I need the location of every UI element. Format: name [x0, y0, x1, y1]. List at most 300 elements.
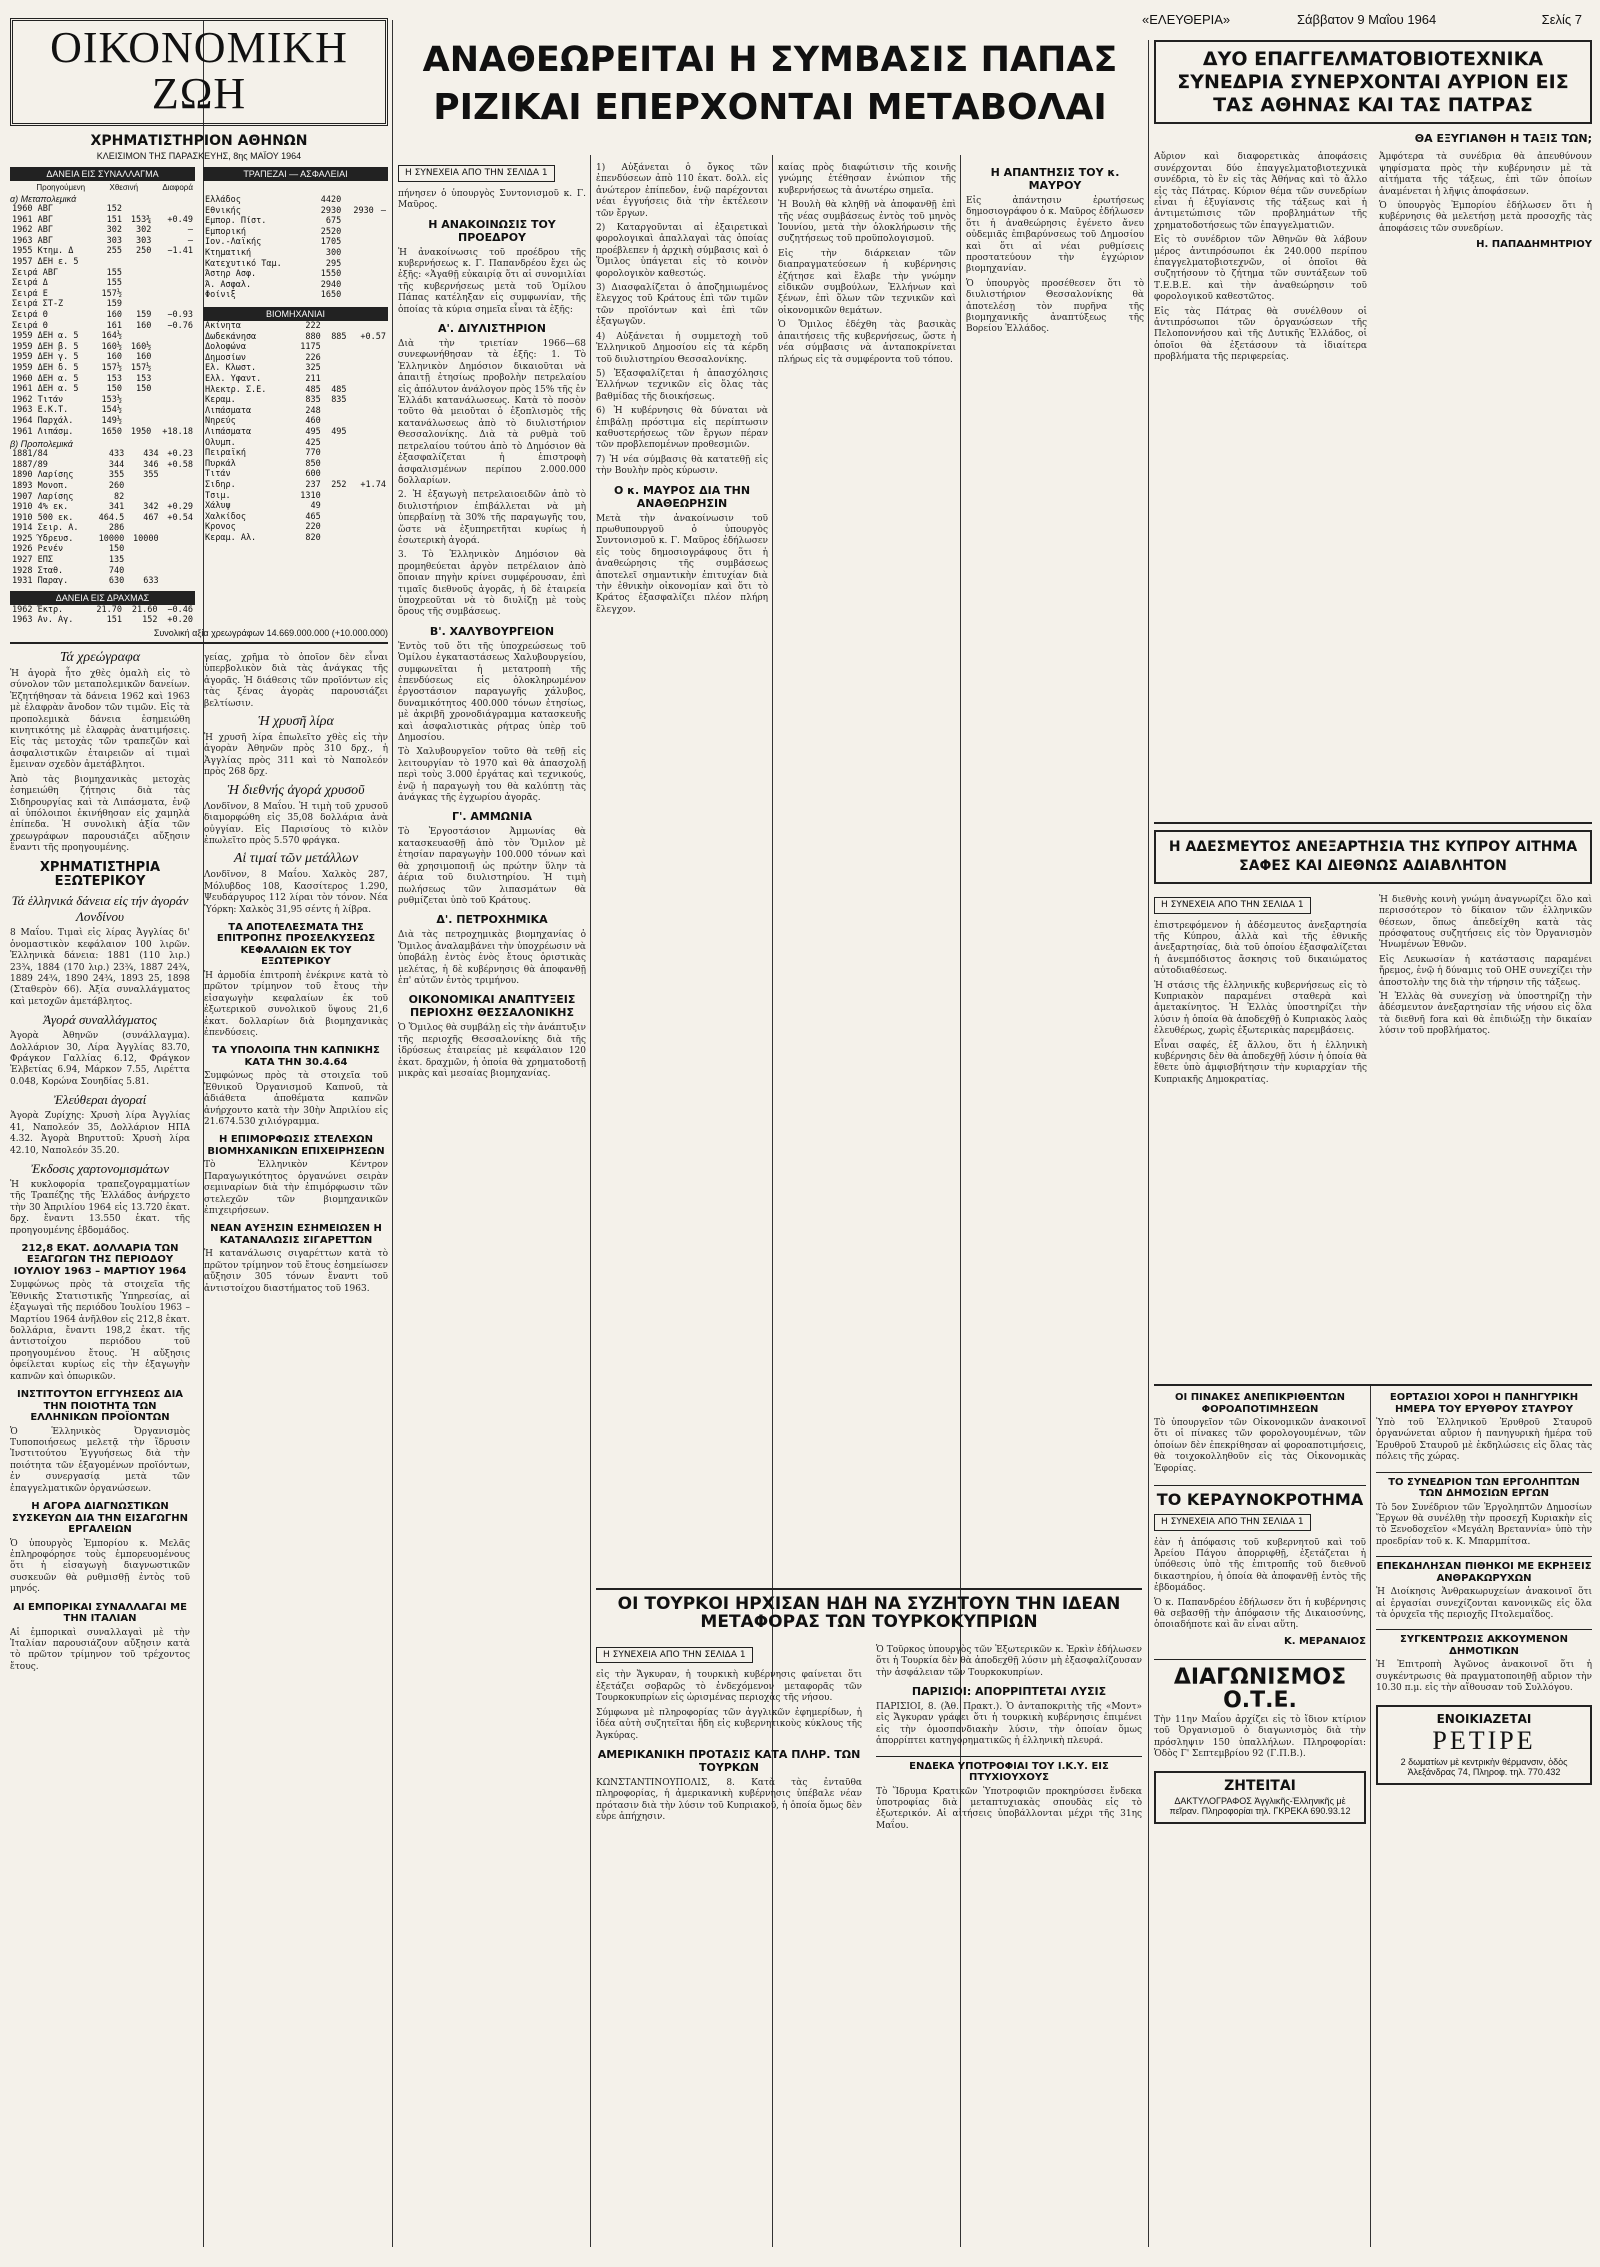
quote-value	[161, 534, 195, 545]
quote-value	[161, 523, 195, 534]
quote-name: Ακίνητα	[205, 321, 241, 331]
lead-headline-line-1: ΑΝΑΘΕΩΡΕΙΤΑΙ Η ΣΥΜΒΑΣΙΣ ΠΑΠΑΣ	[422, 42, 1118, 80]
quote-value	[153, 289, 195, 300]
turks-subhead: ΑΜΕΡΙΚΑΝΙΚΗ ΠΡΟΤΑΣΙΣ ΚΑΤΑ ΠΛΗΡ. ΤΩΝ ΤΟΥΡΚΩΝ	[597, 1747, 861, 1774]
diagnostic-market-text: Ὁ ὑπουργὸς Ἐμπορίου κ. Μελᾶς ἐπληροφόρησε τοὺς ἐμπορευομένους ὅτι ἡ εἰσαγωγὴ διαγνωστικῶν συσκευῶν θὰ ρυθμισθῇ ἐντὸς τοῦ μηνός.	[10, 1538, 190, 1595]
quote-row	[10, 470, 195, 481]
right-lower-right	[1376, 1392, 1592, 2258]
turks-paragraph: Ὁ Τοῦρκος ὑπουργὸς τῶν Ἐξωτερικῶν κ. Ἐρκὶν ἐδήλωσεν ὅτι ἡ Τουρκία δὲν θὰ ἀποδεχθῇ λύσιν μὴ ἐξασφαλίζουσαν τὴν ἀσφάλειαν τῶν Τουρκοκυπρίων.	[876, 1644, 1142, 1678]
quote-value: 151	[106, 615, 122, 626]
rent-ad-headline: ΡΕΤΙΡΕ	[1432, 1726, 1536, 1756]
quote-value: 630	[108, 576, 125, 587]
column-divider	[1148, 40, 1149, 2247]
quote-value	[153, 374, 195, 385]
quote-value: 820	[305, 532, 321, 543]
quote-value: 160	[106, 310, 122, 320]
intl-gold-text: Λονδῖνον, 8 Μαΐου. Ἡ τιμὴ τοῦ χρυσοῦ διαμορφώθη εἰς 35,08 δολλάρια ἀνὰ οὐγγίαν. Εἰς Παρισίους τὸ κιλὸν ἐπωλεῖτο πρὸς 5.570 φράγκα.	[204, 801, 388, 846]
cyprus-paragraph: Εἶναι σαφές, ἐξ ἄλλου, ὅτι ἡ ἑλληνικὴ κυβέρνησις δὲν θὰ ἀποδεχθῇ λύσιν ἡ ὁποία θὰ ἔθετε ὑπὸ ἀμφισβήτησιν τὴν κυριαρχίαν τῆς Κυπριακῆς Δημοκρατίας.	[1154, 1040, 1367, 1085]
quote-value	[124, 299, 153, 310]
lead-column-3	[778, 160, 956, 1580]
quote-name: 1959 ΔΕΗ δ. 5	[12, 362, 79, 373]
quote-value: 152	[106, 204, 122, 215]
quote-value: −0.93	[167, 310, 193, 320]
loans-header: ΔΑΝΕΙΑ ΕΙΣ ΣΥΝΑΛΛΑΓΜΑ	[10, 167, 195, 181]
lead-paragraph: Ὁ Ὅμιλος θὰ συμβάλῃ εἰς τὴν ἀνάπτυξιν τῆς περιοχῆς Θεσσαλονίκης διὰ τῆς ἱδρύσεως ἑταιρείας μὲ κεφάλαιον 120 ἑκατ. δραχμῶν, ἡ ὁποία θὰ χρηματοδοτῇ μικρὰς καὶ μεσαίας βιομηχανίας.	[398, 1023, 586, 1079]
quote-row	[10, 405, 195, 416]
quote-value	[349, 416, 388, 427]
quote-value: 82	[114, 491, 125, 502]
quote-value: 286	[108, 523, 125, 534]
lead-paragraph: Εἰς τὴν διάρκειαν τῶν διαπραγματεύσεων ἡ κυβέρνησις ἐζήτησε καὶ ἔλαβε τὴν γνώμην εἰδικῶν συμβούλων, Ἑλλήνων καὶ ξένων, ἐπὶ ὅλων τῶν τεχνικῶν καὶ οἰκονομικῶν θεμάτων.	[778, 248, 956, 316]
finance-section	[10, 18, 388, 2258]
quote-value	[323, 353, 349, 364]
section-divider	[1154, 822, 1592, 824]
quote-row	[203, 342, 388, 353]
quote-value	[349, 438, 388, 449]
quote-value	[323, 406, 349, 417]
quote-value	[323, 459, 349, 470]
quote-value	[343, 227, 376, 238]
quote-value	[349, 363, 388, 374]
quote-row	[10, 523, 195, 534]
cyprus-paragraph: Ἡ στάσις τῆς ἑλληνικῆς κυβερνήσεως εἰς τὸ Κυπριακὸν παραμένει σταθερὰ καὶ ἀμετακίνητος. Ἡ Ἑλλὰς ὑποστηρίζει τὴν λύσιν ἡ ὁποία θὰ ἀποδεχθῇ ὁ Κυπριακὸς λαὸς ἐλευθέρως, χωρὶς ἐξωτερικὰς παρεμβάσεις.	[1154, 980, 1367, 1037]
lead-paragraph: Διὰ τὰς πετροχημικὰς βιομηχανίας ὁ Ὅμιλος ἀναλαμβάνει τὴν ὑποχρέωσιν νὰ ὑποβάλῃ ἐντὸς ἑνὸς ἔτους ὁριστικὰς μελέτας, ἡ δὲ κυβέρνησις θὰ ἀποφανθῇ ἐπ' αὐτῶν ἐντὸς τριμήνου.	[398, 930, 586, 986]
quote-value: 211	[305, 373, 321, 384]
quote-name: 1928 Σταθ.	[12, 565, 64, 576]
quote-value: 157½	[130, 362, 152, 373]
lead-paragraph: Ἐντὸς τοῦ ὅτι τῆς ὑποχρεώσεως τοῦ Ὁμίλου ἐγκαταστάσεως Χαλυβουργείου, συμφωνεῖται ἡ μετατροπὴ τῆς ἐπενδύσεως εἰς ὁλοκληρωμένον ἐργοστάσιον παραγωγῆς χάλυβος, δυναμικότητος 400.000 τόνων ἐτησίως, μὲ ἀκριβῆ χρονοδιάγραμμα κατασκευῆς καὶ ἀσφαλιστικὰς ρήτρας ὑπὲρ τοῦ Δημοσίου.	[398, 641, 586, 744]
quote-name: 1926 Ρενέν	[12, 544, 64, 555]
cyprus-paragraph: Εἰς Λευκωσίαν ἡ κατάστασις παραμένει ἤρεμος, ἐνῷ ἡ δύναμις τοῦ ΟΗΕ συνεχίζει τὴν ἀποστολὴν της διὰ τὴν τήρησιν τῆς τάξεως.	[1379, 954, 1592, 988]
column-divider	[392, 20, 393, 2247]
rally-text: Ἡ Ἐπιτροπὴ Ἀγῶνος ἀνακοινοῖ ὅτι ἡ συγκέντρωσις θὰ πραγματοποιηθῇ αὔριον τὴν 10.30 π.μ. εἰς τὴν αἴθουσαν τοῦ Συλλόγου.	[1376, 1660, 1592, 1694]
quote-row	[203, 416, 388, 427]
quote-name: 1931 Παραγ.	[12, 576, 69, 587]
lead-subhead: Α'. ΔΙΥΛΙΣΤΗΡΙΟΝ	[437, 322, 546, 336]
quote-name: Κρονος	[205, 522, 236, 533]
quote-row	[203, 448, 388, 459]
quote-value	[376, 269, 388, 280]
quote-row	[10, 502, 195, 513]
quote-value: 835	[305, 395, 321, 406]
quote-value	[323, 374, 349, 385]
quote-value: 835	[331, 395, 347, 406]
exchange-subtitle: ΚΛΕΙΣΙΜΟΝ ΤΗΣ ΠΑΡΑΣΚΕΥΗΣ, 8ης ΜΑΪΟΥ 1964	[96, 151, 302, 162]
quote-name: Δωδεκάνησα	[205, 331, 257, 342]
quote-value: 160½	[130, 341, 152, 352]
quote-name: 1925 Ύδρευσ.	[12, 533, 74, 544]
quote-value: 433	[108, 449, 125, 460]
quote-name: 1959 ΔΕΗ γ. 5	[12, 352, 79, 363]
quote-value: 161	[106, 320, 122, 331]
quote-row	[203, 248, 388, 259]
lead-headline-line-2: ΡΙΖΙΚΑΙ ΕΠΕΡΧΟΝΤΑΙ ΜΕΤΑΒΟΛΑΙ	[433, 86, 1107, 128]
turks-article	[596, 1594, 1142, 2254]
quote-row	[203, 501, 388, 512]
quote-value: 1705	[320, 237, 342, 248]
quote-value	[153, 416, 195, 427]
quote-row	[10, 352, 195, 363]
quote-value: 10000	[133, 533, 159, 544]
quote-name: Χαλκίδος	[205, 511, 246, 522]
quote-value	[323, 522, 349, 533]
quote-name: Ηλεκτρ. Σ.Ε.	[205, 384, 267, 395]
quote-name: 1914 Σειρ. Α.	[12, 523, 79, 534]
quote-value	[349, 448, 388, 459]
rent-ad-title: ΕΝΟΙΚΙΑΖΕΤΑΙ	[1436, 1711, 1532, 1726]
quote-value: 21.70	[96, 604, 122, 615]
quote-row	[10, 342, 195, 353]
quote-name: 1959 ΔΕΗ β. 5	[12, 341, 79, 352]
quote-value	[323, 512, 349, 523]
market-text: γείας, χρῆμα τὸ ὁποῖον δὲν εἶναι ὑπερβολικὸν διὰ τὰς ἀνάγκας τῆς ἀγορᾶς. Ἡ διάθεσις τῶν προϊόντων εἰς τὰς ξένας ἀγορὰς παρουσιάζει βελτίωσιν.	[204, 653, 388, 709]
quote-value	[153, 342, 195, 353]
issue-date: Σάββατον 9 Μαΐου 1964	[1297, 12, 1437, 27]
quote-value	[124, 257, 153, 268]
mines-text: Ἡ Διοίκησις Ἀνθρακωρυχείων ἀνακοινοῖ ὅτι αἱ ἐργασίαι συνεχίζονται κανονικῶς εἰς ὅλα τὰ ὀρυχεῖα τῆς περιοχῆς Πτολεμαΐδος.	[1376, 1587, 1592, 1621]
metals-text: Λονδῖνον, 8 Μαΐου. Χαλκὸς 287, Μόλυβδος 108, Κασσίτερος 1.290, Ψευδάργυρος 112 λίραι τὸν τόνον. Νέα Ὑόρκη: Χαλκὸς 31,95 σέντς ἡ λίβρα.	[204, 870, 388, 915]
quote-value: 495	[331, 426, 347, 437]
quote-value: 633	[143, 576, 159, 587]
scholarships-text: Τὸ Ἵδρυμα Κρατικῶν Ὑποτροφιῶν προκηρύσσει ἕνδεκα ὑποτροφίας διὰ μεταπτυχιακὰς σπουδὰς εἰς τὸ ἐξωτερικόν. Αἱ αἰτήσεις ὑποβάλλονται μέχρι τῆς 31ης Μαΐου.	[876, 1786, 1142, 1831]
quote-value: 160	[106, 352, 122, 363]
quote-row	[10, 204, 195, 215]
quote-value	[153, 384, 195, 395]
quote-value: 2520	[320, 226, 342, 237]
quote-name: Λιπάσματα	[205, 426, 252, 437]
quote-value: 250	[135, 246, 152, 257]
quote-name: Κτηματική	[205, 248, 252, 259]
quote-value	[161, 576, 195, 587]
quote-value: 1310	[300, 490, 321, 501]
turks-headline: ΟΙ ΤΟΥΡΚΟΙ ΗΡΧΙΣΑΝ ΗΔΗ ΝΑ ΣΥΖΗΤΟΥΝ ΤΗΝ ΙΔΕΑΝ ΜΕΤΑΦΟΡΑΣ ΤΩΝ ΤΟΥΡΚΟΚΥΠΡΙΩΝ	[617, 1594, 1121, 1632]
side-article	[1154, 40, 1592, 820]
quote-value	[343, 259, 376, 270]
lead-paragraph: Ἡ ἀνακοίνωσις τοῦ προέδρου τῆς κυβερνήσεως κ. Γ. Παπανδρέου ἔχει ὡς ἑξῆς: «Ἀγαθῇ εὐκαιρίᾳ ὅτι αἱ συνομιλίαι τῆς κυβερνήσεως μετὰ τοῦ Ὁμίλου Πάπας κατέληξαν εἰς συμφωνίαν, τῆς ὁποίας τὰ κύρια σημεῖα εἶναι τὰ ἑξῆς:	[398, 247, 586, 315]
quote-name: Εθνικής	[205, 205, 241, 216]
institute-title: ΙΝΣΤΙΤΟΥΤΟΝ ΕΓΓΥΗΣΕΩΣ ΔΙΑ ΤΗΝ ΠΟΙΟΤΗΤΑ ΤΩΝ ΕΛΛΗΝΙΚΩΝ ΠΡΟΪΟΝΤΩΝ	[16, 1389, 184, 1424]
quote-value	[376, 227, 388, 238]
quote-row	[10, 605, 195, 616]
quote-row	[203, 533, 388, 544]
quote-value: 154½	[101, 405, 122, 416]
paper-money-title: Ἐκδοσις χαρτονομισμάτων	[31, 1160, 169, 1176]
quote-value	[124, 289, 153, 300]
rent-ad-text: 2 δωματίων μὲ κεντρικὴν θέρμανσιν, ὁδὸς Ἀλεξάνδρας 74, Πληροφ. τηλ. 770.432	[1400, 1756, 1568, 1777]
quote-value	[153, 363, 195, 374]
drachma-table	[10, 605, 195, 626]
currency-title: Ἀγορά συναλλάγματος	[43, 1012, 157, 1028]
quote-name: Ολυμπ.	[205, 437, 236, 448]
quote-name: Άστηρ Ασφ.	[205, 269, 257, 280]
continued-from-label: Η ΣΥΝΕΧΕΙΑ ΑΠΟ ΤΗΝ ΣΕΛΙΔΑ 1	[398, 165, 555, 182]
quote-value: 460	[305, 416, 321, 427]
verdict-signature: Κ. ΜΕΡΑΝΑΙΟΣ	[1283, 1635, 1366, 1647]
quote-value: 153½	[101, 394, 122, 405]
quote-value: 425	[305, 437, 321, 448]
institute-text: Ὁ Ἑλληνικὸς Ὀργανισμὸς Τυποποιήσεως μελετᾷ τὴν ἵδρυσιν Ἰνστιτούτου Ἐγγυήσεως διὰ τὴν ποιότητα τῶν ἐξαγομένων προϊόντων, ἐν συνεργασίᾳ μετὰ τῶν ἐπαγγελματικῶν ὀργανώσεων.	[10, 1426, 190, 1494]
quote-value: 341	[108, 502, 125, 513]
quote-value: —	[187, 235, 193, 246]
quote-row	[203, 522, 388, 533]
quote-row	[203, 195, 388, 206]
quote-value: 160	[135, 320, 152, 331]
quote-value	[95, 257, 124, 268]
quote-value: −0.76	[167, 320, 193, 331]
bonds-title: Τά χρεώγραφα	[59, 650, 141, 666]
quote-name: 1963 Ε.Κ.Τ.	[12, 405, 69, 416]
quote-value: −0.46	[167, 604, 193, 615]
loans-group-a: α) Μεταπολεμικά	[10, 194, 77, 205]
ote-competition-title: ΔΙΑΓΩΝΙΣΜΟΣ Ο.Τ.Ε.	[1154, 1659, 1366, 1712]
quote-value	[153, 278, 195, 289]
lead-paragraph: Ὁ ὑπουργὸς προσέθεσεν ὅτι τὸ διυλιστήριον Θεσσαλονίκης θὰ ἀποτελέσῃ τὸν πυρῆνα τῆς βιομηχανικῆς ἀναπτύξεως τῆς Βορείου Ἑλλάδος.	[966, 278, 1144, 335]
verdict-headline: ΤΟ ΚΕΡΑΥΝΟΚΡΟΤΗΜΑ	[1154, 1485, 1366, 1509]
quote-row	[203, 374, 388, 385]
quote-row	[203, 469, 388, 480]
quote-value: 226	[305, 352, 321, 363]
quote-name: 1955 Κτημ. Δ	[12, 246, 74, 257]
quote-value	[349, 459, 388, 470]
quote-value: 252	[331, 479, 347, 490]
quote-value	[376, 195, 388, 206]
side-article-paragraph: Εἰς τὸ συνέδριον τῶν Ἀθηνῶν θὰ λάβουν μέρος ἀντιπρόσωποι ἐκ 240.000 περίπου ἐπαγγελματοβιοτεχνῶν, οἱ ὁποῖοι θὰ συζητήσουν τὸ ζήτημα τῶν συντάξεων τοῦ Τ.Ε.Β.Ε. καὶ τὴν ἀναθεώρησιν τοῦ φορολογικοῦ καθεστῶτος.	[1154, 235, 1367, 303]
quote-row	[203, 321, 388, 332]
lead-subhead: ΟΙΚΟΝΟΜΙΚΑΙ ΑΝΑΠΤΥΞΕΙΣ ΠΕΡΙΟΧΗΣ ΘΕΣΣΑΛΟΝΙΚΗΣ	[408, 993, 576, 1020]
quote-value: +0.20	[167, 615, 193, 626]
quote-row	[10, 615, 195, 626]
intl-gold-title: Ἡ διεθνής ἀγορά χρυσοῦ	[227, 782, 365, 798]
quote-value: 150	[106, 384, 122, 395]
free-market-text: Ἀγορὰ Ζυρίχης: Χρυσὴ λίρα Ἀγγλίας 41, Ναπολεόν 35, Δολλάριον ΗΠΑ 4.32. Ἀγορὰ Βηρυττοῦ: Χρυσὴ λίρα 42.10, Ναπολεόν 35.20.	[10, 1111, 190, 1156]
quote-name: Κατεχυτικό Ταμ.	[205, 258, 282, 269]
quote-row	[203, 353, 388, 364]
col-diff-label: Διαφορά	[162, 183, 193, 193]
red-cross-text: Ὑπὸ τοῦ Ἑλληνικοῦ Ἐρυθροῦ Σταυροῦ ὀργανώνεται αὔριον ἡ πανηγυρικὴ ἡμέρα τοῦ Ἐρυθροῦ Σταυροῦ μὲ ἐκδηλώσεις εἰς ὅλας τὰς πόλεις τῆς χώρας.	[1376, 1418, 1592, 1463]
quote-value	[349, 512, 388, 523]
quote-name: Νηρεύς	[205, 416, 236, 427]
quote-name: Ιον.-Λαϊκής	[205, 237, 262, 248]
metals-title: Αἱ τιμαί τῶν μετάλλων	[233, 851, 359, 867]
lead-subhead: Γ'. ΑΜΜΩΝΙΑ	[452, 810, 532, 824]
quote-row	[203, 237, 388, 248]
free-market-title: Ἐλεύθεραι ἀγοραί	[53, 1092, 147, 1108]
quote-value: 342	[143, 502, 159, 513]
quote-name: 1957 ΔΕΗ ε. 5	[12, 257, 79, 268]
quote-value: 600	[305, 469, 321, 480]
quote-value: 157½	[101, 288, 122, 299]
quote-row	[203, 512, 388, 523]
quote-row	[10, 481, 195, 492]
quote-value: 159	[135, 310, 152, 320]
quote-value: 1175	[300, 342, 321, 353]
quote-value: 355	[143, 470, 159, 481]
quote-value: 155	[106, 267, 122, 278]
quote-row	[10, 374, 195, 385]
quote-value	[161, 566, 195, 577]
quote-row	[203, 395, 388, 406]
quote-row	[10, 363, 195, 374]
quote-value	[126, 492, 160, 503]
side-article-paragraph: Εἰς τὰς Πάτρας θὰ συνέλθουν οἱ ἀντιπρόσωποι τῶν ὀργανώσεων τῆς Πελοποννήσου καὶ τῆς Δυτικῆς Ἑλλάδος, οἱ ὁποῖοι θὰ ἐξετάσουν τὰ ἰδιαίτερα προβλήματα τῆς περιφερείας.	[1154, 306, 1367, 363]
quote-row	[10, 395, 195, 406]
cyprus-article	[1154, 830, 1592, 1380]
quote-value	[343, 269, 376, 280]
italy-text: Αἱ ἐμπορικαὶ συναλλαγαὶ μὲ τὴν Ἰταλίαν παρουσιάζουν αὔξησιν κατὰ τὸ πρῶτον τρίμηνον τοῦ τρέχοντος ἔτους.	[10, 1627, 190, 1672]
quote-name: 1960 ΑΒΓ	[12, 204, 53, 215]
lead-paragraph: 2) Καταργοῦνται αἱ ἐξαιρετικαὶ φορολογικαὶ ἀπαλλαγαὶ τὰς ὁποίας προέβλεπεν ἡ ἀρχικὴ σύμβασις καὶ ὁ Ὅμιλος ὑπάγεται εἰς τὸ κοινὸν φορολογικὸν καθεστώς.	[596, 223, 768, 279]
quote-value	[126, 544, 160, 555]
quote-value: 157½	[101, 362, 122, 373]
currency-text: Ἀγορὰ Ἀθηνῶν (συνάλλαγμα). Δολλάριον 30, Λίρα Ἀγγλίας 83.70, Φράγκον Γαλλίας 6.12, Φράγκον Ἑλβετίας 6.94, Μάρκον 7.55, Λιρέττα 0.048, Κορώνα Σουηδίας 5.81.	[10, 1031, 190, 1087]
quote-row	[10, 215, 195, 226]
quote-value: 49	[310, 501, 321, 512]
bonds-text: Ἡ ἀγορὰ ἦτο χθὲς ὁμαλὴ εἰς τὸ σύνολον τῶν μεταπολεμικῶν δανείων. Ἐζητήθησαν τὰ δάνεια 1962 καὶ 1963 μὲ ἐλαφρὰν ἄνοδον τῶν τιμῶν. Εἰς τὰ προπολεμικὰ δάνεια ἐσημειώθη κινητικότης μὲ ἐλαφρὰς ἀνατιμήσεις. Εἰς τὰς μετοχὰς τῶν τραπεζῶν καὶ ἀσφαλιστικῶν ἑταιρειῶν αἱ τιμαὶ ἔμειναν σχεδὸν ἀμετάβλητοι.	[10, 669, 190, 771]
total-value: Συνολική αξία χρεωγράφων 14.669.000.000 (+10.000.000)	[10, 628, 388, 644]
quote-name: Ελ. Κλωστ.	[205, 363, 257, 374]
banks-header: ΤΡΑΠΕΖΑΙ — ΑΣΦΑΛΕΙΑΙ	[203, 167, 388, 181]
quote-value	[126, 555, 160, 566]
quote-name: 1890 Λαρίσης	[12, 470, 74, 481]
lead-paragraph: Ἡ Βουλὴ θὰ κληθῇ νὰ ἀποφανθῇ ἐπὶ τῆς νέας συμβάσεως ἐντὸς τοῦ μηνὸς Ἰουνίου, μετὰ τὴν ὁλοκλήρωσιν τῆς συζητήσεως τοῦ προϋπολογισμοῦ.	[778, 200, 956, 245]
banks-table	[203, 195, 388, 301]
loans-table-a	[10, 204, 195, 437]
lead-subhead: Η ΑΝΑΚΟΙΝΩΣΙΣ ΤΟΥ ΠΡΟΕΔΡΟΥ	[428, 217, 556, 244]
quote-value	[124, 416, 153, 427]
quote-name: Φοίνιξ	[205, 290, 236, 301]
quote-value: 346	[143, 459, 159, 470]
quote-value: 222	[305, 321, 321, 331]
quote-name: 1893 Μονοπ.	[12, 480, 69, 491]
quote-row	[10, 576, 195, 587]
side-article-headline-box	[1154, 40, 1592, 124]
quote-name: Τιτάν	[205, 469, 231, 480]
paper-name: «ΕΛΕΥΘΕΡΙΑ»	[1142, 12, 1231, 27]
quote-name: 1907 Λαρίσης	[12, 491, 74, 502]
quote-name: Ελλ. Υφαντ.	[205, 373, 262, 384]
training-title: Η ΕΠΙΜΟΡΦΩΣΙΣ ΣΤΕΛΕΧΩΝ ΒΙΟΜΗΧΑΝΙΚΩΝ ΕΠΙΧΕΙΡΗΣΕΩΝ	[207, 1134, 385, 1157]
loans-table-b	[10, 449, 195, 587]
quote-row	[10, 427, 195, 438]
turks-subhead: ΠΑΡΙΣΙΟΙ: ΑΠΟΡΡΙΠΤΕΤΑΙ ΛΥΣΙΣ	[911, 1684, 1107, 1698]
industry-header: ΒΙΟΜΗΧΑΝΙΑΙ	[203, 307, 388, 321]
quote-value	[126, 566, 160, 577]
quote-value: 160	[135, 352, 152, 363]
col-prev-label: Προηγούμενη	[36, 183, 86, 193]
quote-name: 1961 Λιπάσμ.	[12, 426, 74, 437]
quote-value: 465	[305, 511, 321, 522]
mines-title: ΕΠΕΚΔΗΛΗΣΑΝ ΠΙΘΗΚΟΙ ΜΕ ΕΚΡΗΞΕΙΣ ΑΝΘΡΑΚΩΡΥΧΩΝ	[1376, 1556, 1592, 1584]
quote-value	[376, 280, 388, 291]
lead-paragraph: 3. Τὸ Ἑλληνικὸν Δημόσιον θὰ προμηθεύεται ἀργὸν πετρέλαιον ἀπὸ ὅποιαν πηγὴν κρίνει συμφέρουσαν, ἐπὶ τιμαῖς διεθνοῦς ἀγορᾶς, ἡ δὲ ἐταιρεία ὑποχρεοῦται νὰ τὸ διυλίζῃ μὲ τοὺς ὅρους τῆς συμβάσεως.	[398, 550, 586, 618]
quote-value	[349, 533, 388, 544]
quote-row	[203, 280, 388, 291]
quote-row	[10, 555, 195, 566]
quote-value: 10000	[98, 533, 125, 544]
masthead	[1142, 10, 1590, 32]
quote-value	[376, 248, 388, 259]
quote-value	[124, 405, 153, 416]
quote-row	[203, 427, 388, 438]
turks-paragraph: ΠΑΡΙΣΙΟΙ, 8. (Ἀθ. Πρακτ.). Ὁ ἀνταποκριτὴς τῆς «Μοντ» εἰς Ἄγκυραν γράφει ὅτι ἡ τουρκικὴ κυβέρνησις ἐπιμένει εἰς τὴν ὁμοσπονδιακὴν λύσιν, τὴν ὁποίαν ὅμως ἀπορρίπτει κατηγορηματικῶς ἡ ἑλληνικὴ πλευρά.	[876, 1701, 1142, 1747]
quote-name: Ά. Ασφαλ.	[205, 279, 252, 290]
page-number: Σελίς 7	[1541, 12, 1582, 27]
quote-value	[376, 259, 388, 270]
quote-value	[349, 522, 388, 533]
quote-row	[203, 385, 388, 396]
quote-name: 1963 Αν. Αγ.	[12, 615, 74, 626]
continued-from-label: Η ΣΥΝΕΧΕΙΑ ΑΠΟ ΤΗΝ ΣΕΛΙΔΑ 1	[1154, 897, 1311, 914]
quote-name: 1961 ΔΕΗ α. 5	[12, 384, 79, 395]
exports-title: 212,8 ΕΚΑΤ. ΔΟΛΛΑΡΙΑ ΤΩΝ ΕΞΑΓΩΓΩΝ ΤΗΣ ΠΕΡΙΟΔΟΥ ΙΟΥΛΙΟΥ 1963 – ΜΑΡΤΙΟΥ 1964	[13, 1242, 187, 1277]
quote-name: 1910 500 εκ.	[12, 512, 74, 523]
lead-paragraph: Εἰς ἀπάντησιν ἐρωτήσεως δημοσιογράφου ὁ κ. Μαῦρος ἐδήλωσεν ὅτι ἡ ἀναθεώρησις ἐγένετο ἄνευ οὐδεμιᾶς ἐπιβαρύνσεως τοῦ Δημοσίου καὶ ὅτι αἱ νέαι ρυθμίσεις προστατεύουν τὴν ἐγχώριον βιομηχανίαν.	[966, 196, 1144, 275]
exports-text: Συμφώνως πρὸς τὰ στοιχεῖα τῆς Ἐθνικῆς Στατιστικῆς Ὑπηρεσίας, αἱ ἐξαγωγαὶ τῆς περιόδου Ἰουλίου 1963 – Μαρτίου 1964 ἀνῆλθον εἰς 212,8 ἑκατ. δολλάρια, ἔναντι 198,2 ἑκατ. τῆς ἀντιστοίχου περιόδου τοῦ προηγουμένου ἔτους. Ἡ αὔξησις ὀφείλεται κυρίως εἰς τὴν ἐξαγωγὴν καπνῶν καὶ ὀπωρικῶν.	[10, 1280, 190, 1382]
lead-subhead: Η ΑΠΑΝΤΗΣΙΣ ΤΟΥ κ. ΜΑΥΡΟΥ	[990, 166, 1120, 192]
quote-value: 770	[305, 448, 321, 459]
quote-value: +18.18	[162, 426, 193, 437]
quote-value: 495	[305, 426, 321, 437]
lead-headline	[398, 42, 1142, 150]
quote-value: 302	[106, 225, 122, 236]
quote-value	[161, 470, 195, 481]
wanted-ad	[1154, 1771, 1366, 1825]
quote-name: 1964 Παρχάλ.	[12, 415, 74, 426]
lead-paragraph: 7) Ἡ νέα σύμβασις θὰ κατατεθῇ εἰς τὴν Βουλὴν πρὸς κύρωσιν.	[596, 454, 768, 477]
continued-from-label: Η ΣΥΝΕΧΕΙΑ ΑΠΟ ΤΗΝ ΣΕΛΙΔΑ 1	[1154, 1514, 1311, 1531]
quote-row	[10, 310, 195, 321]
quote-row	[10, 460, 195, 471]
quote-value: 153	[106, 373, 122, 384]
quote-value	[343, 237, 376, 248]
quote-value: 740	[108, 565, 125, 576]
quote-row	[203, 363, 388, 374]
lead-column-1	[398, 160, 586, 2255]
quote-value: 260	[108, 480, 125, 491]
quote-name: Σειρά Θ	[12, 310, 48, 320]
quote-value: 151	[106, 214, 122, 225]
quote-value	[153, 268, 195, 279]
quote-row	[10, 513, 195, 524]
quote-value	[349, 395, 388, 406]
quote-value: —	[380, 205, 386, 216]
capital-text: Ἡ ἁρμοδία ἐπιτροπὴ ἐνέκρινε κατὰ τὸ πρῶτον τρίμηνον τοῦ ἔτους τὴν εἰσαγωγὴν κεφαλαίων ἐκ τοῦ ἐξωτερικοῦ συνολικοῦ ὕψους 21,6 ἑκατ. δολλαρίων διὰ βιομηχανικὰς ἐπενδύσεις.	[204, 970, 388, 1038]
quote-value: 150	[108, 544, 125, 555]
quote-value	[124, 268, 153, 279]
quote-value: +1.74	[360, 479, 386, 490]
quote-row	[203, 216, 388, 227]
lead-subhead: Δ'. ΠΕΤΡΟΧΗΜΙΚΑ	[436, 913, 548, 927]
quote-value	[349, 491, 388, 502]
lead-paragraph: Τὸ Ἐργοστάσιον Ἀμμωνίας θὰ κατασκευασθῇ ἀπὸ τὸν Ὅμιλον μὲ ἐτησίαν παραγωγὴν 100.000 τόνων καὶ θὰ χρησιμοποιῇ ὡς πρώτην ὕλην τὰ ἀέρια τοῦ διυλιστηρίου. Ἡ τιμὴ πωλήσεως τῶν λιπασμάτων θὰ ρυθμίζεται ὑπὸ τοῦ Κράτους.	[398, 827, 586, 906]
quote-value	[349, 342, 388, 353]
lead-paragraph: Μετὰ τὴν ἀνακοίνωσιν τοῦ πρωθυπουργοῦ ὁ ὑπουργὸς Συντονισμοῦ κ. Γ. Μαῦρος ἐδήλωσεν εἰς τοὺς δημοσιογράφους ὅτι ἡ ἀναθεώρησις τῆς συμβάσεως ἀποτελεῖ σημαντικὴν ἐπιτυχίαν διὰ τὴν ἐθνικὴν οἰκονομίαν καὶ ὅτι τὸ Κράτος ἐξασφαλίζει πλέον πλήρη ἔλεγχον.	[596, 513, 768, 615]
quote-value	[349, 321, 388, 332]
cyprus-headline: Η ΑΔΕΣΜΕΥΤΟΣ ΑΝΕΞΑΡΤΗΣΙΑ ΤΗΣ ΚΥΠΡΟΥ ΑΙΤΗΜΑ ΣΑΦΕΣ ΚΑΙ ΔΙΕΘΝΩΣ ΑΔΙΑΒΛΗΤΟΝ	[1168, 839, 1578, 874]
quote-value	[323, 342, 349, 353]
quote-row	[10, 299, 195, 310]
quote-value	[161, 555, 195, 566]
quote-value	[343, 216, 376, 227]
quote-value	[153, 405, 195, 416]
quote-value	[349, 406, 388, 417]
turks-paragraph: Σύμφωνα μὲ πληροφορίας τῶν ἀγγλικῶν ἐφημερίδων, ἡ ἰδέα αὐτὴ συζητεῖται ἤδη εἰς κυβερνητικοὺς κύκλους τῆς Ἀγκύρας.	[596, 1707, 862, 1741]
quote-name: Κεραμ. Αλ.	[205, 532, 257, 543]
turks-paragraph: εἰς τὴν Ἄγκυραν, ἡ τουρκικὴ κυβέρνησις φαίνεται ὅτι ἐξετάζει σοβαρῶς τὸ ἐνδεχόμενον μεταφορᾶς τῶν Τουρκοκυπρίων εἰς ὡρισμένας περιοχὰς τῆς νήσου.	[596, 1670, 862, 1704]
quote-value	[349, 374, 388, 385]
quote-row	[203, 332, 388, 343]
quote-name: Σειρά Θ	[12, 320, 48, 331]
